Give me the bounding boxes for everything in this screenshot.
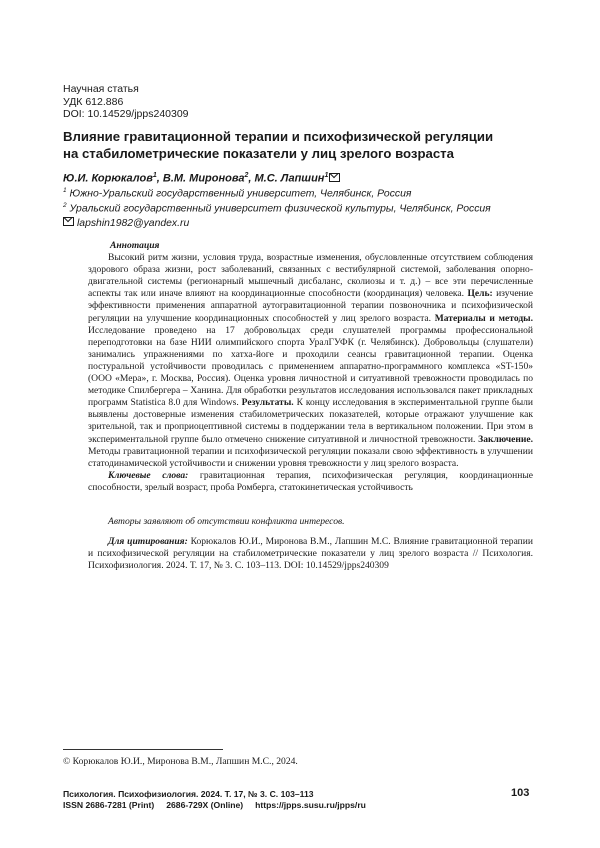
footer-issn-line [63, 800, 366, 811]
abstract-intro: Высокий ритм жизни, условия труда, возрастные изменения, обусловленные отсутствием соблюдения здорового образа жизни, рост заболеваний, связанных с вестибулярной системой, заболевания опорно-двигательной системы (регионарный мышечный дисбаланс, сколиозы и т. д.) – все эти перечисленные аспекты так или иначе влияют на координационные способности (координация) человека. [88, 252, 533, 300]
citation-body [88, 536, 533, 572]
citation [88, 536, 533, 572]
title-line-1: Влияние гравитационной терапии и психофизической регуляции [63, 129, 494, 144]
journal-url[interactable]: https://jpps.susu.ru/jpps/ru [255, 800, 366, 810]
abstract-heading: Аннотация [110, 240, 160, 251]
envelope-icon [329, 173, 340, 182]
email-envelope-icon [63, 217, 74, 226]
author-1-affil: 1 [152, 172, 157, 179]
methods-label: Материалы и методы. [434, 312, 533, 324]
abstract-body [88, 252, 533, 470]
article-type: Научная статья [63, 83, 139, 95]
udk-code: УДК 612.886 [63, 95, 124, 108]
abstract [88, 240, 533, 494]
citation-label: Для цитирования: [108, 536, 188, 547]
affiliation-1 [63, 187, 411, 199]
author-3: М.С. Лапшин [254, 172, 325, 185]
email-line [63, 217, 189, 229]
conflict-statement: Авторы заявляют об отсутствии конфликта интересов. [108, 516, 345, 527]
email-link[interactable]: lapshin1982@yandex.ru [77, 218, 190, 229]
page-footer [63, 789, 366, 811]
article-title [63, 129, 553, 162]
author-2-affil: 2 [244, 172, 249, 179]
author-3-affil: 1 [324, 172, 329, 179]
issn-online: 2686-729X (Online) [166, 800, 244, 810]
citation-text: Корюкалов Ю.И., Миронова В.М., Лапшин М.С. Влияние гравитационной терапии и психофизической регуляции на стабилометрические показатели у лиц зрелого возраста // Психология. Психофизиология. 2024. Т. 17, № 3. С. 103–113. DOI: 10.14529/jpps240309 [88, 536, 534, 572]
affiliation-2 [63, 202, 491, 214]
results-text: К концу исследования в экспериментальной группе были выявлены достоверные изменения стабилометрических показателей, которые отражают улучшение как зрительной, так и проприоцептивной системы в поддержании тела в вертикальном положении. При этом в экспериментальной группе было отмечено снижение ситуативной и личностной тревожности. [88, 397, 533, 445]
affiliation-2-text: Уральский государственный университет физической культуры, Челябинск, Россия [69, 203, 491, 215]
aim-label: Цель: [467, 288, 493, 300]
conclusion-label: Заключение. [478, 433, 534, 445]
footer-journal: Психология. Психофизиология. 2024. Т. 17, № 3. С. 103–113 [63, 789, 314, 799]
author-1: Ю.И. Корюкалов [63, 172, 153, 185]
affiliation-1-number: 1 [63, 187, 67, 194]
article-meta [63, 83, 189, 121]
title-line-2: на стабилометрические показатели у лиц зрелого возраста [63, 145, 454, 161]
aim-text: изучение эффективности применения аппаратной аутогравитационной терапии позвоночника и психофизической регуляции на улучшение координационных способностей у лиц зрелого возраста. [88, 288, 534, 324]
methods-text: Исследование проведено на 17 добровольцах среди слушателей программы профессиональной переподготовки на базе НИИ олимпийского спорта УралГУФК (г. Челябинск). Добровольцы (слушатели) занимались упражнениями по хатха-йоге и проходили сеансы гравитационной терапии. Оценка постуральной устойчивости проводилась с применением аппаратно-программного комплекса «ST-150» (ООО «Мера», г. Москва, Россия). Оценка уровня личностной и ситуативной тревожности проводилась по методике Спилбергера – Ханина. Для обработки результатов исследования использовался пакет прикладных программ Statistica 8.0 для Windows. [88, 324, 533, 409]
keywords-text: гравитационная терапия, психофизическая регуляция, координационные способности, зрелый возраст, проба Ромберга, статокинетическая устойчивость [88, 469, 533, 493]
conclusion-text: Методы гравитационной терапии и психофизической регуляции показали свою эффективность в улучшении статодинамической устойчивости и снижении уровня тревожности у лиц зрелого возраста. [88, 445, 533, 469]
author-2: В.М. Миронова [162, 172, 245, 185]
page-number: 103 [511, 787, 530, 799]
footnote-divider [63, 749, 223, 750]
results-label: Результаты. [241, 397, 294, 409]
author-list: Ю.И. Корюкалов$^1$, В.М. Миронова$^2$, М.С. Лапшин$^1$ [63, 172, 343, 185]
affiliation-1-text: Южно-Уральский государственный университет, Челябинск, Россия [69, 188, 412, 200]
affiliation-2-number: 2 [63, 202, 67, 209]
keywords [88, 470, 533, 494]
issn-print: ISSN 2686-7281 (Print) [63, 800, 155, 810]
doi-line[interactable]: DOI: 10.14529/jpps240309 [63, 108, 189, 120]
keywords-label: Ключевые слова: [108, 469, 189, 481]
copyright-notice: © Корюкалов Ю.И., Миронова В.М., Лапшин М.С., 2024. [63, 756, 298, 767]
